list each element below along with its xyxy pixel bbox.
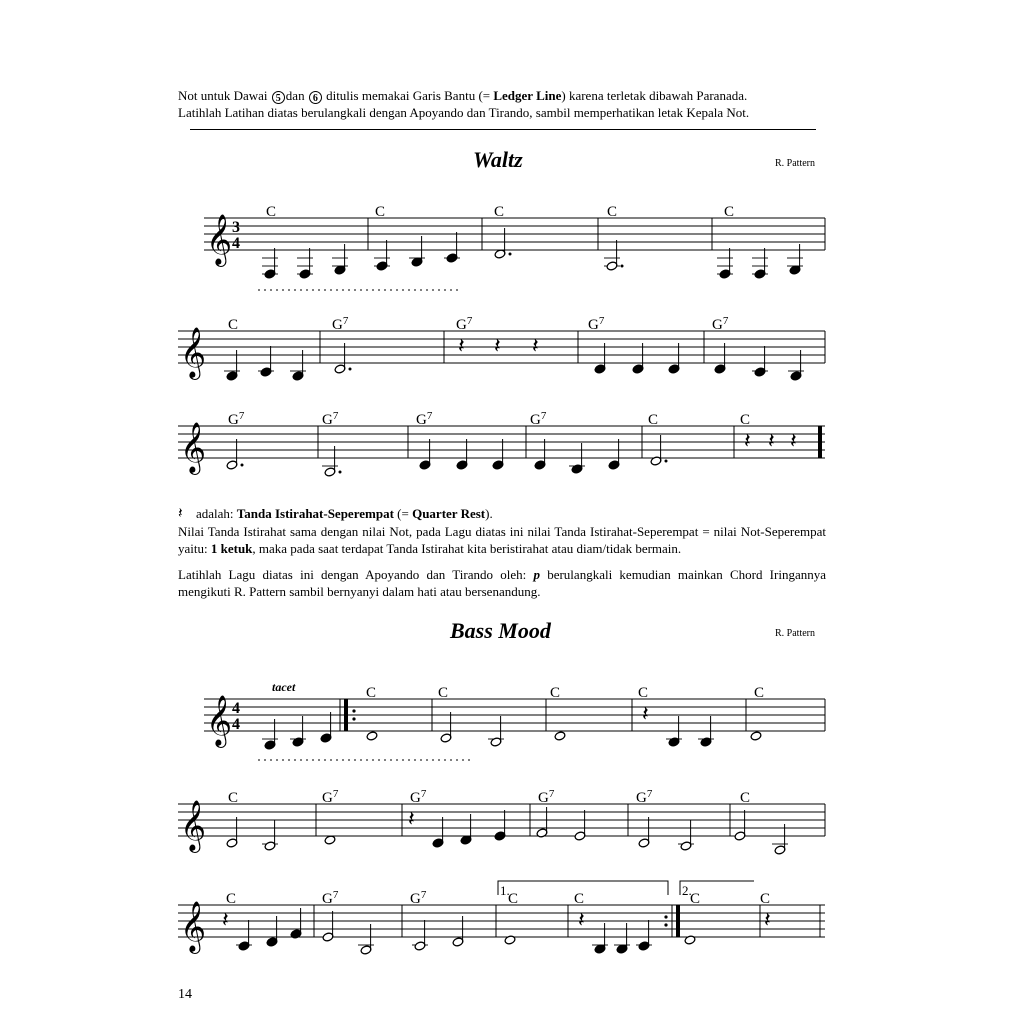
intro-text: ) karena terletak dibawah Paranada. [561,88,748,103]
chord-symbol: $G^7$ [228,410,245,428]
chord-symbol: $G^7$ [322,410,339,428]
treble-clef: 𝄞 [180,801,207,850]
chord-symbol: C [266,204,277,220]
chord-symbol: C [760,891,771,907]
note-dot [349,368,352,371]
chord-symbol: C [574,891,585,907]
chord-symbol: C [754,685,765,701]
quarter-rest: 𝄽 [222,907,229,932]
quarter-rest: 𝄽 [764,907,771,932]
tacet-label: tacet [272,680,296,694]
repeat-start [344,699,348,731]
bass-mood-title: Bass Mood [450,618,551,643]
repeat-dot [352,709,355,712]
note-head [554,731,566,741]
quarter-rest: 𝄽 [744,428,751,453]
second-ending-label: 2. [682,883,692,898]
chord-symbol: C [740,412,751,428]
chord-symbol: $G^7$ [410,889,427,907]
chord-symbol: C [508,891,519,907]
chord-symbol: $G^7$ [712,315,729,333]
time-sig-bottom: 4 [232,716,240,733]
chord-symbol: C [724,204,735,220]
chord-symbol: $G^7$ [410,788,427,806]
chord-symbol: $G^7$ [530,410,547,428]
repeat-dot [664,923,667,926]
chord-symbol: C [366,685,377,701]
treble-clef: 𝄞 [180,902,207,951]
quarter-rest: 𝄽 [458,333,465,358]
chord-symbol: $G^7$ [322,788,339,806]
quarter-rest-icon: 𝄽 [178,506,183,522]
note-head [750,731,762,741]
rhythm-pattern-label: R. Pattern [775,158,815,169]
practice-text: berulangkali kemudian mainkan Chord Iringannya mengikuti R. Pattern sambil bernyanyi dalam hati atau bersenandung. [178,567,826,599]
chord-symbol: C [550,685,561,701]
intro-text: Latihlah Latihan diatas berulangkali dengan Apoyando dan Tirando, sambil memperhatikan letak Kepala Not. [178,105,750,120]
rest-term-en: Quarter Rest [412,506,486,521]
quarter-rest: 𝄽 [790,428,797,453]
note-dot [339,471,342,474]
string-6-badge: 6 [309,91,322,104]
intro-text: dan [285,88,308,103]
chord-symbol: $G^7$ [416,410,433,428]
practice-text: Latihlah Lagu diatas ini dengan Apoyando dan Tirando oleh: [178,567,534,582]
chord-symbol: C [690,891,701,907]
intro-text: ditulis memakai Garis Bantu (= [322,88,494,103]
repeat-dot [352,717,355,720]
chord-symbol: $G^7$ [588,315,605,333]
time-sig-top: 3 [232,219,240,236]
note-head [366,731,378,741]
string-5-badge: 5 [272,91,285,104]
chord-symbol: $G^7$ [538,788,555,806]
rhythm-pattern-label: R. Pattern [775,628,815,639]
chord-symbol: $G^7$ [332,315,349,333]
chord-symbol: $G^7$ [322,889,339,907]
treble-clef: 𝄞 [180,423,207,472]
note-dot [665,460,668,463]
waltz-title: Waltz [473,147,523,172]
quarter-rest: 𝄽 [532,333,539,358]
quarter-rest: 𝄽 [768,428,775,453]
rest-text: adalah: [196,506,237,521]
treble-clef: 𝄞 [206,215,233,264]
chord-symbol: C [740,790,751,806]
chord-symbol: C [228,317,239,333]
time-sig-top: 4 [232,700,240,717]
note-dot [241,464,244,467]
note-head [684,935,696,945]
page-number: 14 [178,987,192,1002]
repeat-dot [664,915,667,918]
intro-text: Not untuk Dawai [178,88,271,103]
chord-symbol: $G^7$ [456,315,473,333]
chord-symbol: C [226,891,237,907]
time-sig-bottom: 4 [232,235,240,252]
rest-term: Tanda Istirahat-Seperempat [236,506,394,521]
treble-clef: 𝄞 [206,696,233,745]
chord-symbol: C [648,412,659,428]
quarter-rest: 𝄽 [642,701,649,726]
quarter-rest: 𝄽 [408,806,415,831]
quarter-rest: 𝄽 [578,907,585,932]
chord-symbol: C [375,204,386,220]
chord-symbol: C [494,204,505,220]
chord-symbol: C [228,790,239,806]
chord-symbol: C [607,204,618,220]
ledger-line-term: Ledger Line [493,88,562,103]
repeat-end [676,905,680,937]
chord-symbol: $G^7$ [636,788,653,806]
note-dot [509,253,512,256]
chord-symbol: C [638,685,649,701]
rest-text: , maka pada saat terdapat Tanda Istirahat kita beristirahat atau diam/tidak bermain. [252,541,682,556]
note-dot [621,265,624,268]
finger-p: p [533,567,540,582]
rest-text: ). [485,506,493,521]
beat-term: 1 ketuk [210,541,253,556]
note-head [504,935,516,945]
rest-text: Nilai Tanda Istirahat sama dengan nilai Not, pada Lagu diatas ini nilai Tanda Istirahat-Seperempat = nilai Not-Seperempat yaitu: [178,524,826,556]
chord-symbol: C [438,685,449,701]
first-ending-label: 1. [500,883,510,898]
treble-clef: 𝄞 [180,328,207,377]
quarter-rest: 𝄽 [494,333,501,358]
rest-text: (= [393,506,413,521]
